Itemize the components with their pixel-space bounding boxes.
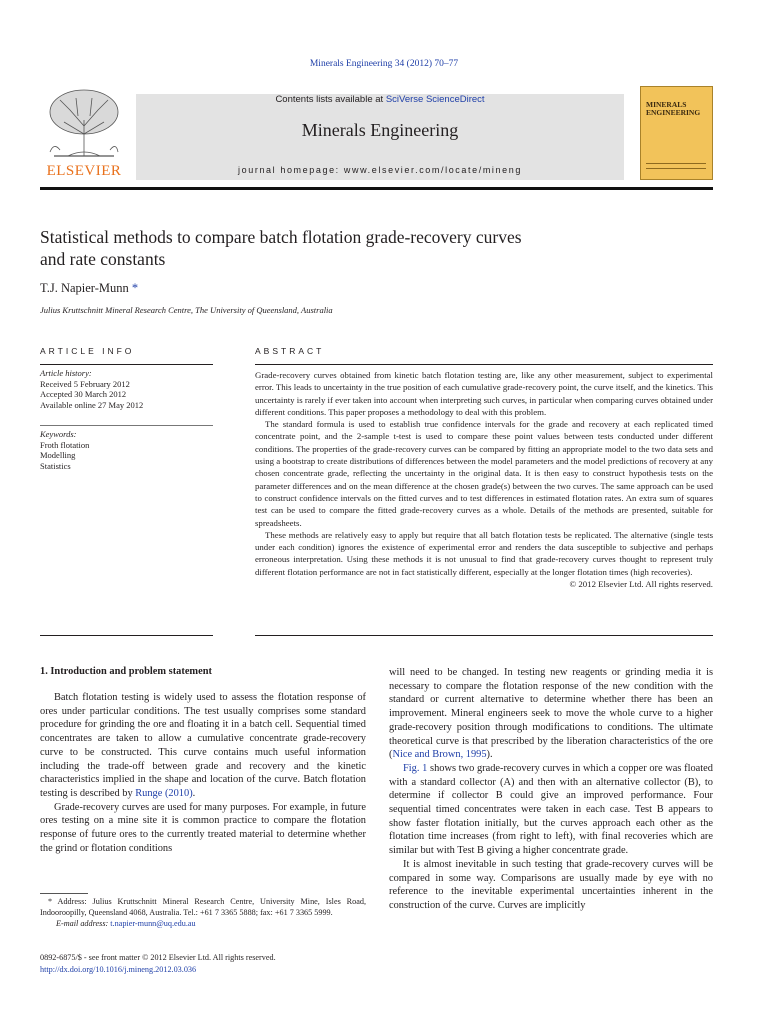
article-title <box>40 226 700 270</box>
elsevier-logo <box>40 86 128 182</box>
cover-title <box>646 101 700 117</box>
article-history <box>40 368 215 410</box>
footnote <box>40 896 366 929</box>
cover-title-line1: MINERALS <box>646 100 687 109</box>
cover-title-line2: ENGINEERING <box>646 108 701 117</box>
abstract-body <box>255 369 713 590</box>
publisher-name: ELSEVIER <box>46 163 122 179</box>
journal-citation[interactable]: Minerals Engineering 34 (2012) 70–77 <box>309 59 459 69</box>
article-info-bottom-rule <box>40 635 213 636</box>
body-text: Batch flotation testing is widely used to assess the flotation response of ores under particular conditions. The test usually comprises some standard procedure for grinding the ore and floating it in a batch cell. Sequential timed concentrates are taken to allow a cumulative concentrate grade-recovery curve to be constructed. This curve contains much useful information including the trade-off between grade and recovery and the kinetic characteristics implied in the shape and location of the curve. Batch flotation testing is described by <box>40 692 366 799</box>
doi-link[interactable]: http://dx.doi.org/10.1016/j.mineng.2012.03.036 <box>40 965 197 974</box>
body-left-column <box>40 666 366 855</box>
body-paragraph: It is almost inevitable in such testing that grade-recovery curves will be compared in some way. Comparisons are usually made by eye with no reference to the inevitable experimental uncertainties inherent in the construction of the curve. Curves are implicitly <box>389 858 713 911</box>
keywords-label: Keywords: <box>40 429 77 439</box>
body-paragraph: Grade-recovery curves are used for many purposes. For example, in future ores testing on a mine site it is common practice to compare the flotation response of future ores to the currently treated material to determine whether the grind or flotation conditions <box>40 801 366 854</box>
keyword-item: Froth flotation <box>40 439 90 450</box>
citation-link-nice-brown[interactable]: Nice and Brown, 1995 <box>392 749 487 761</box>
body-text: . <box>192 787 196 799</box>
abstract-bottom-rule <box>255 635 713 636</box>
abstract-paragraph: The standard formula is used to establish true confidence intervals for the grade and recovery at each replicated timed concentrate point, and the 2-sample t-test is used to compare these point values between tests conducted under different conditions. The properties of the grade-recovery curves can be compared by fitting an appropriate model to the two data sets and using a bootstrap to create distributions of differences between the model parameters and the model predictions of recovery at any chosen concentrate grade, reflecting the uncertainty in the original data. It is then easy to construct hypothesis tests on the parameter differences and on the mean difference at the chosen grade(s) between the two curves. The same approach can be used to construct confidence intervals on the fitted curves and to test differences in estimated flotation rates. An extra sum of squares test can be used to compare the fitted grade-recovery curves as a whole. Details of the methods are presented, suitable for spreadsheets. <box>255 419 713 528</box>
journal-banner <box>136 94 624 180</box>
affiliation: Julius Kruttschnitt Mineral Research Centre, The University of Queensland, Australia <box>40 305 333 315</box>
abstract-paragraph: These methods are relatively easy to apply but require that all batch flotation tests be replicated. The alternative (single tests under each condition) ignores the existence of experimental error and renders the data susceptible to subjective and perhaps erroneous interpretation. Using these methods it is not unusual to find that grade-recovery curves thought to represent truly different flotation performance are not in fact statistically different, especially at the longer flotation times (high recoveries). <box>255 529 713 577</box>
contents-prefix: Contents lists available at <box>275 94 386 105</box>
abstract-paragraph: Grade-recovery curves obtained from kinetic batch flotation testing are, like any other measurement, subject to experimental error. This leads to uncertainty in the true position of each cumulative grade-recovery point, the curve itself, and the kinetics. This uncertainty is rarely if ever taken into account when interpreting such curves, in particular when comparing curves obtained under different conditions. This paper proposes a methodology to deal with this problem. <box>255 370 714 417</box>
sciencedirect-link[interactable]: SciVerse ScienceDirect <box>385 94 485 105</box>
history-online: Available online 27 May 2012 <box>40 399 144 410</box>
body-paragraph <box>40 691 366 801</box>
journal-homepage[interactable]: journal homepage: www.elsevier.com/locate/mineng <box>238 165 522 175</box>
contents-line <box>136 94 624 105</box>
journal-name: Minerals Engineering <box>301 120 459 140</box>
author <box>40 281 138 296</box>
author-footnote-mark[interactable]: * <box>131 281 139 295</box>
article-info-rule <box>40 364 213 365</box>
keyword-item: Modelling <box>40 450 76 460</box>
history-received: Received 5 February 2012 <box>40 378 130 389</box>
body-right-column <box>389 666 713 913</box>
cover-decoration <box>646 163 706 169</box>
copyright-notice: © 2012 Elsevier Ltd. All rights reserved. <box>569 579 713 590</box>
email-link[interactable]: t.napier-munn@uq.edu.au <box>110 919 196 928</box>
body-text: shows two grade-recovery curves in which a copper ore was floated with a standard collector (A) and then with an alternative collector (B), to determine if collector B could give an improved performance. Four sequential timed concentrates were taken in each case. Test B appears to show faster flotation initially, but the curves approach each other as the flotation time increases (from right to left), with final recoveries which are similar but with Test B giving a higher concentrate grade. <box>389 762 713 857</box>
body-text: will need to be changed. In testing new reagents or grinding media it is necessary to compare the flotation response of the new condition with the standard or current alternative to determine whether there has been an improvement. Mineral engineers seek to move the whole curve to a higher grade-recovery position through modifications to conditions. The ultimate theoretical curve is that prescribed by the liberation characteristics of the ore ( <box>389 667 713 761</box>
issn-line: 0892-6875/$ - see front matter © 2012 Elsevier Ltd. All rights reserved. <box>40 953 276 962</box>
article-title-line1: Statistical methods to compare batch flotation grade-recovery curves <box>40 227 522 247</box>
footnote-email-line <box>40 918 366 929</box>
footnote-address: Address: Julius Kruttschnitt Mineral Research Centre, University Mine, Isles Road, Indooroopilly, Queensland 4068, Australia. Tel.: +61 7 3365 5888; fax: +61 7 3365 5999. <box>40 897 366 917</box>
email-label: E-mail address: <box>56 919 109 928</box>
header-rule <box>40 187 713 190</box>
keywords <box>40 429 215 471</box>
body-text: ). <box>486 749 493 761</box>
keywords-rule <box>40 425 213 426</box>
history-label: Article history: <box>40 368 92 378</box>
article-title-line2: and rate constants <box>40 249 166 269</box>
footnote-mark: * <box>48 897 53 906</box>
citation-link-runge[interactable]: Runge (2010) <box>135 787 193 799</box>
article-info-heading: ARTICLE INFO <box>40 346 135 356</box>
tree-icon <box>40 86 128 160</box>
keyword-item: Statistics <box>40 460 71 471</box>
section-title: 1. Introduction and problem statement <box>40 666 212 677</box>
author-name[interactable]: T.J. Napier-Munn <box>40 281 129 295</box>
footnote-rule <box>40 893 88 894</box>
body-paragraph <box>389 762 713 858</box>
figure-link[interactable]: Fig. 1 <box>403 762 428 774</box>
journal-cover-image <box>640 86 713 180</box>
body-paragraph <box>389 666 713 762</box>
footnote-address-line <box>40 896 366 918</box>
abstract-rule <box>255 364 713 365</box>
abstract-heading: ABSTRACT <box>255 346 325 356</box>
history-accepted: Accepted 30 March 2012 <box>40 389 127 399</box>
